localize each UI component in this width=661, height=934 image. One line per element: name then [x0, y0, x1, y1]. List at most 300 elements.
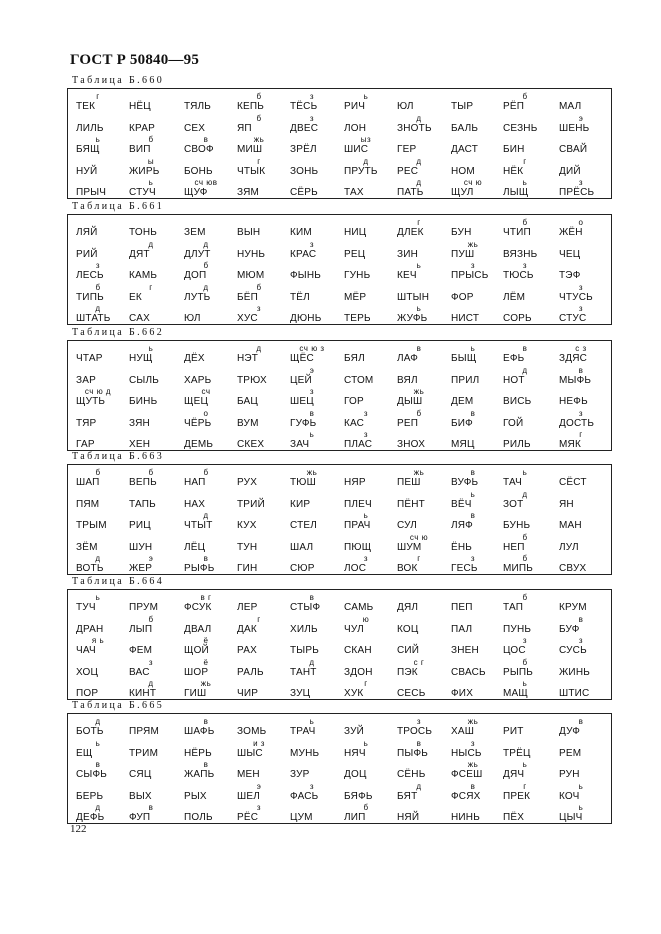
test-word: ДОСТЬ — [559, 417, 595, 429]
phonetic-mark: б — [148, 614, 154, 624]
test-word: НАХ — [184, 498, 206, 510]
test-word: ЧЁРЬ — [184, 417, 212, 429]
phonetic-mark: б — [95, 468, 101, 477]
test-word: БИФ — [451, 417, 473, 429]
test-word: СУСЬ — [559, 645, 587, 656]
phonetic-mark: б — [522, 593, 528, 602]
test-word: МАЩ — [503, 688, 528, 699]
phonetic-mark: сч ю д — [84, 387, 112, 396]
test-word: ЗИН — [397, 248, 419, 260]
phonetic-mark: в — [309, 408, 315, 418]
test-word: ЗДЯС — [559, 353, 588, 364]
phonetic-mark: ь — [148, 178, 154, 187]
table-cell — [184, 803, 240, 828]
test-word: ПРУТЬ — [344, 165, 378, 177]
test-word: ЗОМЬ — [237, 726, 267, 737]
test-word: ШЕНЬ — [559, 122, 590, 134]
phonetic-mark: г — [96, 92, 100, 101]
test-word: БОНЬ — [184, 165, 213, 177]
test-word: ЧТЫК — [237, 165, 266, 177]
phonetic-mark: з — [309, 92, 315, 101]
word-table — [67, 589, 612, 700]
test-word: МЯЦ — [451, 439, 475, 450]
table-cell — [344, 554, 400, 579]
test-word: ЗУЦ — [290, 688, 311, 699]
phonetic-mark: в г — [200, 593, 212, 602]
phonetic-mark: ь — [416, 304, 422, 313]
test-word: ФСУК — [184, 602, 212, 613]
test-word: ДРАН — [76, 623, 104, 635]
phonetic-mark: жь — [413, 468, 425, 477]
phonetic-mark: сч ю — [463, 178, 483, 187]
table-cell — [184, 430, 240, 455]
phonetic-mark: в — [203, 554, 209, 563]
table-cell — [237, 430, 293, 455]
test-word: КЕПЬ — [237, 101, 265, 112]
test-word: КРАС — [290, 248, 317, 260]
test-word: ТЁЛ — [290, 291, 310, 303]
test-word: ШЕЛ — [237, 790, 260, 802]
test-word: ВЕПЬ — [129, 477, 157, 488]
test-word: ШАФЬ — [184, 726, 215, 737]
test-word: ТУЧ — [76, 602, 96, 613]
phonetic-mark: ь — [416, 261, 422, 270]
test-word: ТЮСЬ — [503, 270, 534, 281]
test-word: ШТЫН — [397, 291, 430, 303]
test-word: СВОФ — [184, 144, 214, 155]
test-word: БИН — [503, 144, 525, 155]
test-word: МЮМ — [237, 270, 265, 281]
test-word: ЧТЫТ — [184, 520, 213, 531]
test-word: ЕЩ — [76, 747, 93, 759]
table-cell — [237, 554, 293, 579]
phonetic-mark: з — [522, 261, 528, 270]
test-word: ДЯЧ — [503, 769, 525, 780]
test-word: МЕН — [237, 769, 260, 780]
test-word: КОЦ — [397, 623, 419, 635]
test-word: ЗЁМ — [76, 541, 98, 553]
test-word: ФАСЬ — [290, 790, 319, 802]
test-word: СВАЙ — [559, 144, 588, 155]
table-cell — [290, 554, 346, 579]
test-word: ВАС — [129, 666, 150, 678]
test-word: НЁРЬ — [184, 747, 212, 759]
test-word: РАЛЬ — [237, 666, 264, 678]
test-word: БАЦ — [237, 396, 259, 407]
test-word: ХОЦ — [76, 666, 99, 678]
phonetic-mark: з — [522, 636, 528, 645]
table-cell — [290, 679, 346, 704]
table-cell — [129, 178, 185, 203]
table-cell — [344, 430, 400, 455]
table-row — [68, 803, 611, 828]
test-word: ЩУЛ — [451, 187, 474, 198]
phonetic-mark: в — [203, 135, 209, 144]
phonetic-mark: д — [256, 344, 262, 353]
test-word: ЦЕЙ — [290, 374, 312, 386]
word-table — [67, 88, 612, 199]
test-word: БУНЬ — [503, 520, 531, 531]
test-word: ЖЁН — [559, 227, 583, 238]
test-word: ПЁХ — [503, 812, 525, 823]
test-word: ХЕН — [129, 439, 151, 450]
test-word: ПОР — [76, 688, 99, 699]
table-cell — [503, 803, 559, 828]
test-word: КАМЬ — [129, 270, 158, 281]
phonetic-mark: з — [309, 239, 315, 249]
test-word: ВИСЬ — [503, 396, 532, 407]
test-word: ЗДОН — [344, 666, 373, 678]
phonetic-mark: г — [579, 430, 583, 439]
test-word: ЗНЕН — [451, 645, 479, 656]
table-cell — [184, 554, 240, 579]
phonetic-mark: г — [257, 614, 261, 624]
test-word: ТЕК — [76, 101, 96, 112]
phonetic-mark: э — [309, 365, 315, 375]
phonetic-mark: жь — [413, 387, 425, 396]
test-word: БУФ — [559, 623, 580, 635]
test-word: НЁЦ — [129, 101, 151, 112]
test-word: ЛУЛ — [559, 541, 579, 553]
phonetic-mark: б — [522, 218, 528, 227]
phonetic-mark: ь — [309, 430, 315, 439]
test-word: ЛЕР — [237, 602, 258, 613]
phonetic-mark: в — [470, 408, 476, 418]
test-word: ТЯЛЬ — [184, 101, 212, 112]
test-word: ЮЛ — [184, 313, 201, 324]
test-word: ПЛЕЧ — [344, 498, 372, 510]
phonetic-mark: б — [522, 92, 528, 101]
test-word: ЕФЬ — [503, 353, 525, 364]
test-word: ВЁЧ — [451, 498, 472, 510]
test-word: ЛОН — [344, 122, 367, 134]
test-word: КИНТ — [129, 688, 157, 699]
test-word: ЗЯН — [129, 417, 150, 429]
test-word: СТУЧ — [129, 187, 156, 198]
test-word: ЛАФ — [397, 353, 419, 364]
test-word: ЕК — [129, 291, 142, 303]
test-word: НЁК — [503, 165, 524, 177]
test-word: БЯТ — [397, 790, 418, 802]
test-word: СЯЦ — [129, 769, 152, 780]
phonetic-mark: б — [256, 113, 262, 123]
phonetic-mark: и з — [253, 738, 265, 748]
test-word: РИЧ — [344, 101, 366, 112]
table-cell — [184, 304, 240, 329]
test-word: ШАЛ — [290, 541, 314, 553]
test-word: РУХ — [237, 477, 258, 488]
phonetic-mark: с г — [413, 657, 425, 667]
test-word: РИЙ — [76, 248, 98, 260]
phonetic-mark: д — [309, 657, 315, 667]
test-word: ГУФЬ — [290, 417, 317, 429]
phonetic-mark: д — [416, 781, 422, 791]
test-word: ФЫНЬ — [290, 270, 322, 281]
table-cell — [397, 178, 453, 203]
test-word: ПАЛ — [451, 623, 473, 635]
test-word: РЁС — [237, 812, 259, 823]
phonetic-mark: б — [148, 468, 154, 477]
test-word: ЩОЙ — [184, 645, 209, 656]
table-cell — [344, 679, 400, 704]
phonetic-mark: о — [578, 218, 584, 227]
phonetic-mark: б — [416, 408, 422, 418]
table-cell — [451, 430, 507, 455]
test-word: ДЯТ — [129, 248, 150, 260]
test-word: ВЫХ — [129, 790, 152, 802]
phonetic-mark: з — [363, 408, 369, 418]
phonetic-mark: з — [470, 261, 476, 270]
phonetic-mark: б — [363, 803, 369, 812]
test-word: ШИС — [344, 144, 369, 155]
phonetic-mark: жь — [467, 717, 479, 726]
test-word: СВАСЬ — [451, 666, 486, 678]
phonetic-mark: г — [364, 679, 368, 688]
table-cell — [503, 178, 559, 203]
phonetic-mark: в — [203, 760, 209, 769]
test-word: ПУШ — [451, 248, 475, 260]
test-word: ЗНОХ — [397, 439, 426, 450]
document-header: ГОСТ Р 50840—95 — [70, 52, 200, 68]
test-word: ЗУР — [290, 769, 310, 780]
test-word: ЧУЛ — [344, 623, 364, 635]
test-word: СЫФЬ — [76, 769, 108, 780]
test-word: ДЮНЬ — [290, 313, 322, 324]
word-table — [67, 340, 612, 451]
table-cell — [397, 803, 453, 828]
test-word: ШУН — [129, 541, 153, 553]
test-word: ВИП — [129, 144, 151, 155]
test-word: ЖУФЬ — [397, 313, 428, 324]
table-cell — [559, 554, 615, 579]
test-word: МУНЬ — [290, 747, 320, 759]
test-word: ДОЦ — [344, 769, 367, 780]
phonetic-mark: в — [470, 511, 476, 520]
phonetic-mark: с з — [575, 344, 587, 353]
test-word: ТРЮХ — [237, 374, 267, 386]
test-word: ШТАТЬ — [76, 313, 111, 324]
table-cell — [237, 304, 293, 329]
test-word: ДВАЛ — [184, 623, 212, 635]
test-word: ГИШ — [184, 688, 207, 699]
test-word: СЕЗНЬ — [503, 122, 538, 134]
phonetic-mark: в — [470, 781, 476, 791]
table-cell — [76, 304, 132, 329]
phonetic-mark: ь — [470, 489, 476, 499]
test-word: НЕП — [503, 541, 525, 553]
test-word: ЦУМ — [290, 812, 313, 823]
test-word: НИСТ — [451, 313, 480, 324]
phonetic-mark: в — [578, 717, 584, 726]
word-table — [67, 214, 612, 325]
test-word: КУХ — [237, 520, 257, 531]
table-caption: Таблица Б.661 — [72, 201, 165, 212]
test-word: ПЯМ — [76, 498, 100, 510]
phonetic-mark: з — [309, 387, 315, 396]
test-word: КАС — [344, 417, 365, 429]
table-cell — [184, 679, 240, 704]
test-word: РЁП — [503, 101, 525, 112]
table-cell — [76, 178, 132, 203]
phonetic-mark: о — [203, 408, 209, 418]
test-word: ЗЯМ — [237, 187, 260, 198]
phonetic-mark: г — [523, 781, 527, 791]
phonetic-mark: в — [416, 738, 422, 748]
test-word: ЛЯЙ — [76, 227, 98, 238]
test-word: КЕЧ — [397, 270, 417, 281]
table-cell — [559, 803, 615, 828]
test-word: ЗНОТЬ — [397, 122, 432, 134]
test-word: БОТЬ — [76, 726, 104, 737]
test-word: ЯП — [237, 122, 252, 134]
test-word: ТОНЬ — [129, 227, 158, 238]
test-word: ВУМ — [237, 417, 259, 429]
phonetic-mark: э — [256, 781, 262, 791]
phonetic-mark: з — [95, 261, 101, 270]
test-word: ЛЫП — [129, 623, 153, 635]
test-word: ЛОС — [344, 563, 367, 574]
test-word: ДЕМ — [451, 396, 474, 407]
test-word: ФИХ — [451, 688, 474, 699]
test-word: ХУС — [237, 313, 258, 324]
test-word: ЩЕЦ — [184, 396, 209, 407]
test-word: БЫЩ — [451, 353, 477, 364]
phonetic-mark: в — [148, 803, 154, 812]
phonetic-mark: г — [417, 554, 421, 563]
table-cell — [397, 679, 453, 704]
test-word: НУНЬ — [237, 248, 266, 260]
table-cell — [451, 803, 507, 828]
phonetic-mark: д — [203, 282, 209, 292]
test-word: РЕС — [397, 165, 419, 177]
test-word: ФСЕШ — [451, 769, 483, 780]
test-word: КРУМ — [559, 602, 587, 613]
test-word: ТРЫМ — [76, 520, 107, 531]
test-word: ХУК — [344, 688, 364, 699]
phonetic-mark: в — [470, 468, 476, 477]
test-word: РИЦ — [129, 520, 151, 531]
phonetic-mark: з — [578, 282, 584, 292]
phonetic-mark: сч юв — [194, 178, 218, 187]
test-word: ПРАЧ — [344, 520, 371, 531]
test-word: ТЭФ — [559, 270, 581, 281]
test-word: ЧТУСЬ — [559, 291, 593, 303]
phonetic-mark: д — [95, 304, 101, 313]
test-word: ПРЫСЬ — [451, 270, 489, 281]
test-word: СТУС — [559, 313, 587, 324]
phonetic-mark: з — [470, 738, 476, 748]
phonetic-mark: ь — [522, 679, 528, 688]
table-caption: Таблица Б.662 — [72, 327, 165, 338]
table-cell — [503, 679, 559, 704]
table-cell — [290, 304, 346, 329]
test-word: ТАПЬ — [129, 498, 156, 510]
test-word: ЧЕЦ — [559, 248, 581, 260]
test-word: НЭТ — [237, 353, 259, 364]
test-word: ЮЛ — [397, 101, 414, 112]
phonetic-mark: з — [416, 717, 422, 726]
phonetic-mark: в — [309, 593, 315, 602]
table-cell — [451, 304, 507, 329]
phonetic-mark: ь — [148, 344, 154, 353]
test-word: ГУНЬ — [344, 270, 371, 281]
test-word: НИНЬ — [451, 812, 480, 823]
table-row — [68, 304, 611, 329]
test-word: МИШ — [237, 144, 263, 155]
phonetic-mark: д — [203, 511, 209, 520]
test-word: ДИЙ — [559, 165, 581, 177]
table-cell — [559, 178, 615, 203]
table-cell — [344, 803, 400, 828]
test-word: ПОЛЬ — [184, 812, 213, 823]
test-word: РЫХ — [184, 790, 207, 802]
phonetic-mark: ь — [470, 344, 476, 353]
test-word: ПЛАС — [344, 439, 373, 450]
test-word: ЩУТЬ — [76, 396, 106, 407]
phonetic-mark: б — [522, 657, 528, 667]
test-word: КИР — [290, 498, 311, 510]
table-cell — [397, 554, 453, 579]
phonetic-mark: ь — [95, 593, 101, 602]
test-word: ТРАЧ — [290, 726, 316, 737]
test-word: ТАХ — [344, 187, 364, 198]
phonetic-mark: сч ю з — [299, 344, 325, 353]
test-word: ПЁНТ — [397, 498, 425, 510]
test-word: ДЛУТ — [184, 248, 211, 260]
test-word: ГАР — [76, 439, 95, 450]
table-cell — [237, 679, 293, 704]
test-word: САМЬ — [344, 602, 374, 613]
test-word: ЛЯФ — [451, 520, 473, 531]
phonetic-mark: з — [578, 636, 584, 645]
phonetic-mark: д — [95, 554, 101, 563]
test-word: РЫПЬ — [503, 666, 534, 678]
test-word: БИНЬ — [129, 396, 158, 407]
phonetic-mark: ь — [95, 135, 101, 144]
phonetic-mark: в — [522, 344, 528, 353]
phonetic-mark: д — [522, 365, 528, 375]
table-cell — [451, 178, 507, 203]
phonetic-mark: ё — [203, 657, 209, 667]
test-word: ПЕШ — [397, 477, 421, 488]
test-word: ДАК — [237, 623, 257, 635]
test-word: ДЯЛ — [397, 602, 419, 613]
table-cell — [129, 803, 185, 828]
phonetic-mark: сч — [201, 387, 211, 396]
test-word: ЗЕМ — [184, 227, 206, 238]
phonetic-mark: ь — [578, 803, 584, 812]
phonetic-mark: э — [578, 113, 584, 123]
table-cell — [237, 803, 293, 828]
table-cell — [237, 178, 293, 203]
test-word: НЕФЬ — [559, 396, 588, 407]
test-word: ХАРЬ — [184, 374, 212, 386]
phonetic-mark: з — [148, 657, 154, 667]
test-word: ЯН — [559, 498, 574, 510]
word-table — [67, 464, 612, 575]
test-word: ВЯЗНЬ — [503, 248, 538, 260]
phonetic-mark: з — [256, 803, 262, 812]
phonetic-mark: ь — [309, 717, 315, 726]
test-word: ЗАЧ — [290, 439, 310, 450]
test-word: ПРЁСЬ — [559, 187, 595, 198]
test-word: ПЕП — [451, 602, 473, 613]
test-word: ЩЁС — [290, 353, 314, 364]
phonetic-mark: в — [578, 614, 584, 624]
phonetic-mark: жь — [306, 468, 318, 477]
test-word: БАЛЬ — [451, 122, 479, 134]
phonetic-mark: жь — [467, 760, 479, 769]
